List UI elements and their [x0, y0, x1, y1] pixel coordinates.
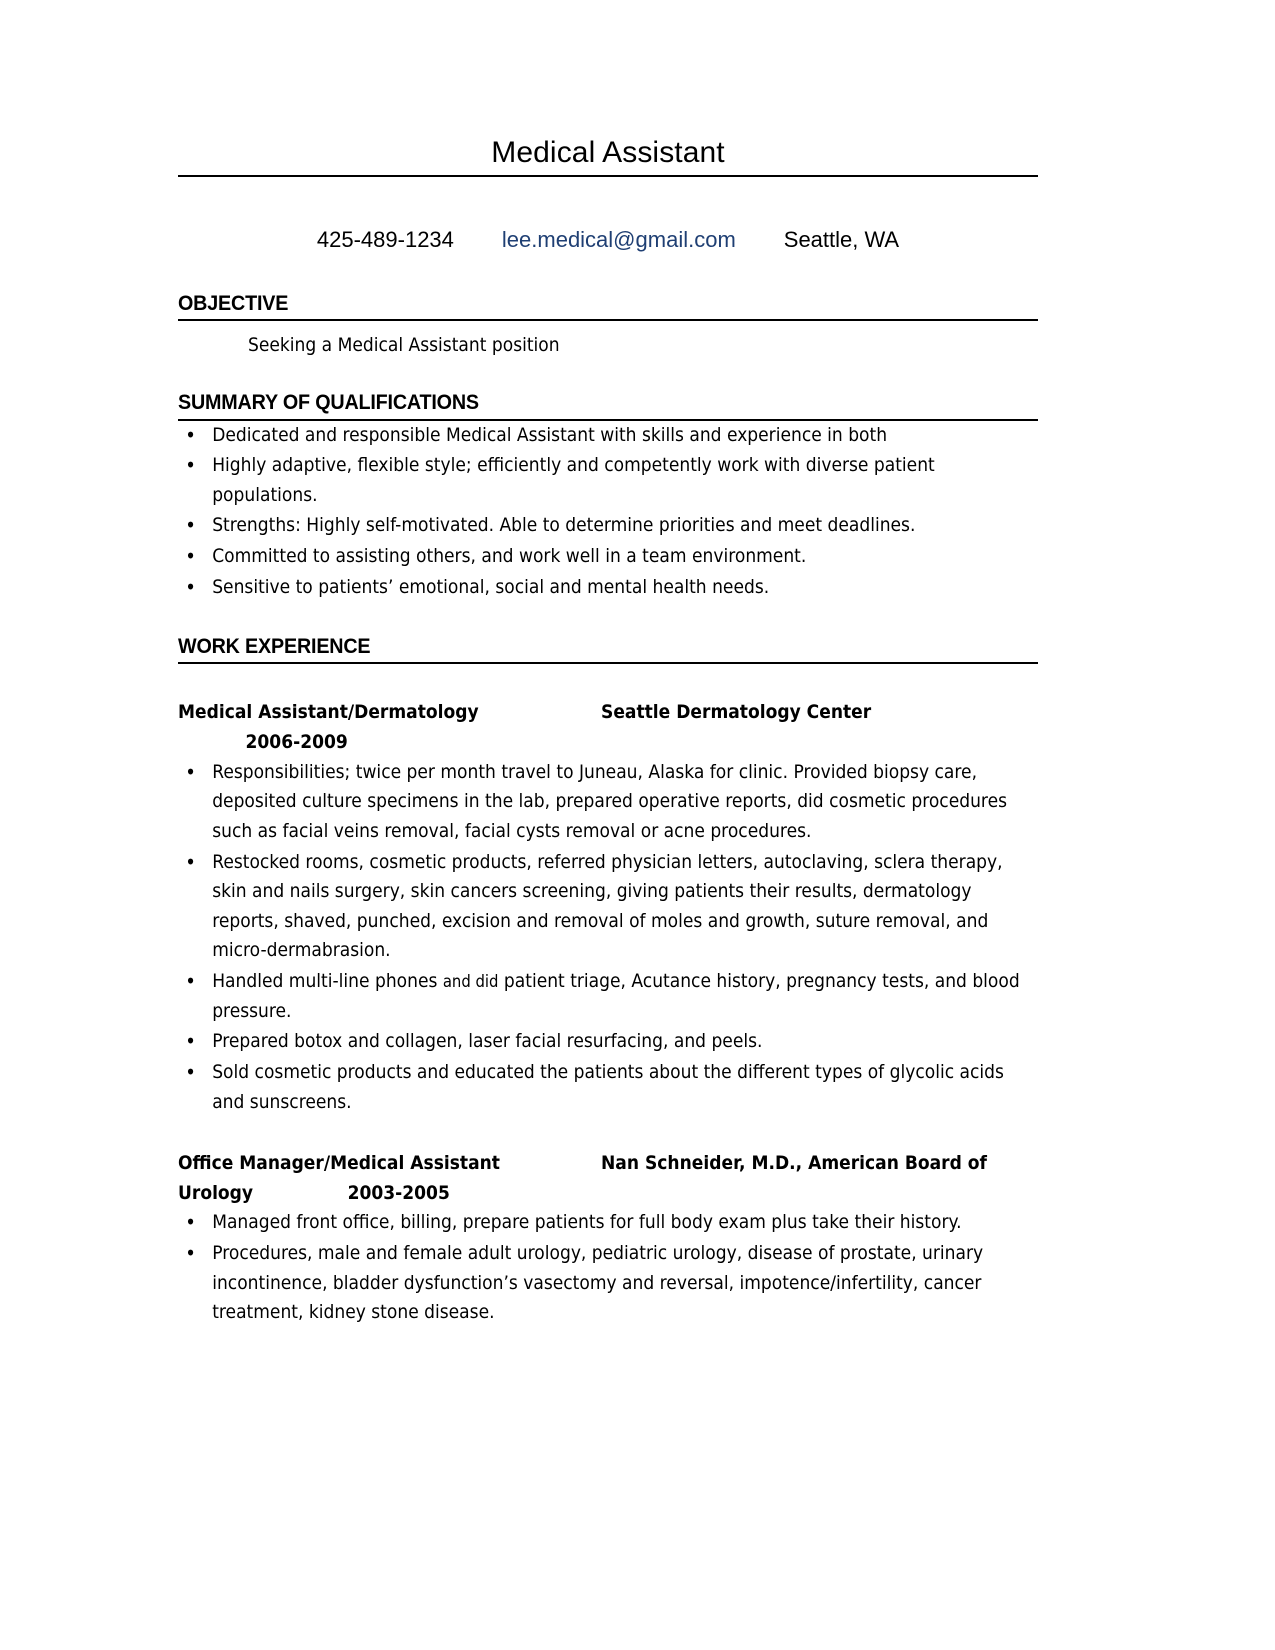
- list-item: • Sold cosmetic products and educated the patients about the different types of glycolic acids and sunscreens.: [178, 1058, 1037, 1117]
- job-title: Medical Assistant/Dermatology: [178, 701, 479, 724]
- bullet-text-part: patient triage, Acutance history, pregnancy tests, and blood pressure.: [212, 970, 1020, 1022]
- objective-heading: OBJECTIVE: [178, 291, 289, 315]
- job-bullet-list: [178, 758, 1037, 1118]
- list-item: • Highly adaptive, flexible style; efficiently and competently work with diverse patient populations.: [178, 451, 1037, 510]
- list-item: • Prepared botox and collagen, laser facial resurfacing, and peels.: [178, 1027, 1037, 1057]
- title-divider: [178, 175, 1038, 177]
- job-title-continuation: [178, 1179, 601, 1209]
- bullet-text-part: Handled multi-line phones: [212, 970, 443, 993]
- bullet-text-small-part: and did: [442, 972, 499, 992]
- job-header: [178, 1149, 1037, 1208]
- section-work-experience: [178, 634, 1038, 1328]
- list-item: • Managed front office, billing, prepare patients for full body exam plus take their history.: [178, 1208, 1037, 1238]
- job-bullet-list: [178, 1208, 1037, 1328]
- job-header: [178, 698, 1037, 757]
- objective-text: Seeking a Medical Assistant position: [248, 333, 560, 356]
- job-employer: Nan Schneider, M.D., American Board of: [601, 1152, 987, 1175]
- resume-content: [178, 136, 1038, 1329]
- contact-phone: 425-489-1234: [316, 226, 454, 252]
- work-experience-divider: [178, 662, 1038, 664]
- work-experience-heading: WORK EXPERIENCE: [178, 635, 371, 659]
- job-employer: Seattle Dermatology Center: [601, 701, 872, 724]
- list-item: • Sensitive to patients’ emotional, social and mental health needs.: [178, 573, 1037, 603]
- list-item: • Strengths: Highly self-motivated. Able to determine priorities and meet deadlines.: [178, 511, 1037, 541]
- job-dates: 2006-2009: [245, 731, 348, 754]
- page-title: Medical Assistant: [491, 136, 725, 169]
- contact-email-link[interactable]: lee.medical@gmail.com: [501, 226, 736, 252]
- list-item: [178, 967, 1037, 1026]
- contact-row: [178, 227, 1038, 253]
- list-item: • Restocked rooms, cosmetic products, referred physician letters, autoclaving, sclera therapy, skin and nails surgery, skin cancers screening, giving patients their results, dermatology reports, shaved, punched, excision and removal of moles and growth, suture removal, and micro-dermabrasion.: [178, 848, 1037, 967]
- job-entry: [178, 1149, 1038, 1328]
- list-item: • Procedures, male and female adult urology, pediatric urology, disease of prostate, urinary incontinence, bladder dysfunction’s vasectomy and reversal, impotence/infertility, cancer treatment, kidney stone disease.: [178, 1239, 1037, 1328]
- summary-heading: SUMMARY OF QUALIFICATIONS: [178, 391, 479, 415]
- job-title-line2: Urology: [178, 1181, 254, 1204]
- section-objective: [178, 291, 1038, 361]
- objective-divider: [178, 319, 1038, 321]
- job-title: Office Manager/Medical Assistant: [178, 1152, 500, 1175]
- job-dates: 2003-2005: [347, 1181, 450, 1204]
- job-entry: [178, 698, 1038, 1117]
- contact-location: Seattle, WA: [783, 226, 900, 252]
- section-summary: [178, 390, 1038, 602]
- list-item: • Dedicated and responsible Medical Assistant with skills and experience in both: [178, 421, 1037, 451]
- summary-bullet-list: [178, 421, 1037, 603]
- list-item: • Responsibilities; twice per month travel to Juneau, Alaska for clinic. Provided biopsy care, deposited culture specimens in the lab, prepared operative reports, did cosmetic procedures such as facial veins removal, facial cysts removal or acne procedures.: [178, 758, 1037, 847]
- list-item: • Committed to assisting others, and work well in a team environment.: [178, 542, 1037, 572]
